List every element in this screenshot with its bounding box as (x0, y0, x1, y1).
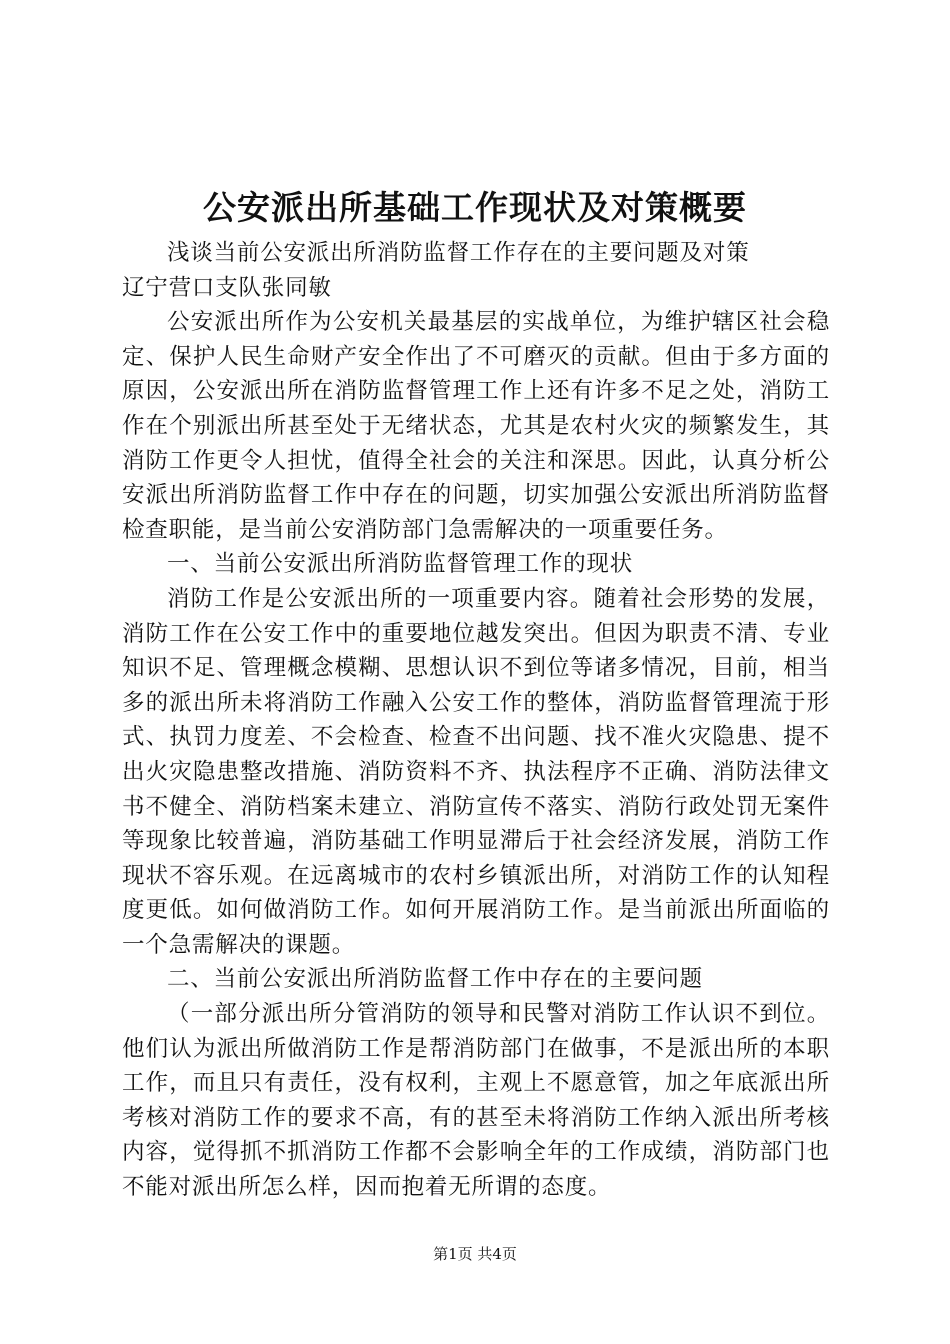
section-2-paragraph: （一部分派出所分管消防的领导和民警对消防工作认识不到位。他们认为派出所做消防工作是帮消防部门在做事，不是派出所的本职工作，而且只有责任，没有权利，主观上不愿意管，加之年底派出所考核对消防工作的要求不高，有的甚至未将消防工作纳入派出所考核内容，觉得抓不抓消防工作都不会影响全年的工作成绩，消防部门也不能对派出所怎么样，因而抱着无所谓的态度。 (122, 1001, 830, 1201)
document-body (122, 236, 830, 1205)
page-number-footer: 第1页 共4页 (433, 1245, 517, 1263)
author-line: 辽宁营口支队张同敏 (122, 274, 332, 301)
section-1-paragraph: 消防工作是公安派出所的一项重要内容。随着社会形势的发展，消防工作在公安工作中的重要地位越发突出。但因为职责不清、专业知识不足、管理概念模糊、思想认识不到位等诸多情况，目前，相当多的派出所未将消防工作融入公安工作的整体，消防监督管理流于形式、执罚力度差、不会检查、检查不出问题、找不准火灾隐患、提不出火灾隐患整改措施、消防资料不齐、执法程序不正确、消防法律文书不健全、消防档案未建立、消防宣传不落实、消防行政处罚无案件等现象比较普遍，消防基础工作明显滞后于社会经济发展，消防工作现状不容乐观。在远离城市的农村乡镇派出所，对消防工作的认知程度更低。如何做消防工作。如何开展消防工作。是当前派出所面临的一个急需解决的课题。 (122, 585, 830, 958)
subtitle-paragraph: 浅谈当前公安派出所消防监督工作存在的主要问题及对策 (167, 240, 750, 266)
document-title: 公安派出所基础工作现状及对策概要 (203, 188, 747, 227)
intro-paragraph: 公安派出所作为公安机关最基层的实战单位，为维护辖区社会稳定、保护人民生命财产安全作出了不可磨灭的贡献。但由于多方面的原因，公安派出所在消防监督管理工作上还有许多不足之处，消防工作在个别派出所甚至处于无绪状态，尤其是农村火灾的频繁发生，其消防工作更令人担忧，值得全社会的关注和深思。因此，认真分析公安派出所消防监督工作中存在的问题，切实加强公安派出所消防监督检查职能，是当前公安消防部门急需解决的一项重要任务。 (122, 309, 830, 543)
section-heading-1: 一、当前公安派出所消防监督管理工作的现状 (167, 551, 634, 578)
section-heading-2: 二、当前公安派出所消防监督工作中存在的主要问题 (167, 966, 703, 993)
